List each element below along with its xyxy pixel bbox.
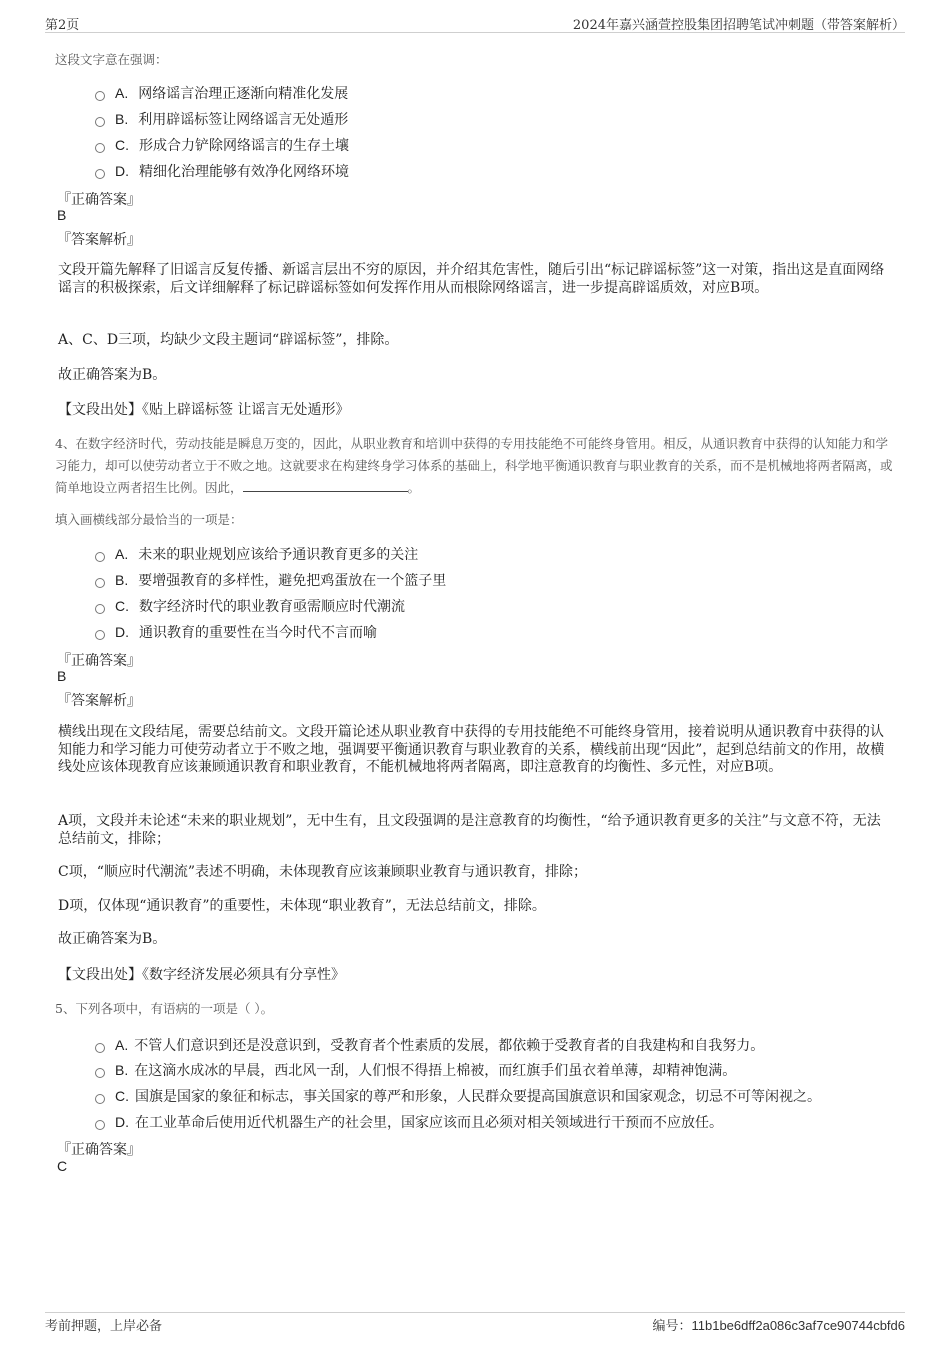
q3-answer: B	[57, 207, 67, 223]
q3-answer-label: 『正确答案』	[57, 192, 141, 208]
q3-option-b[interactable]: B. 利用辟谣标签让网络谣言无处遁形	[95, 109, 348, 129]
document-title: 2024年嘉兴涵萱控股集团招聘笔试冲刺题（带答案解析）	[572, 18, 905, 33]
q4-option-d[interactable]: D. 通识教育的重要性在当今时代不言而喻	[95, 622, 377, 642]
q4-answer-label: 『正确答案』	[57, 653, 141, 669]
radio-icon[interactable]	[95, 552, 105, 562]
q5-option-b[interactable]: B. 在这滴水成冰的早晨，西北风一刮，人们恨不得捂上棉被，而红旗手们虽衣着单薄，却精神饱满。	[95, 1060, 736, 1080]
q3-analysis-2: A、C、D三项，均缺少文段主题词“辟谣标签”，排除。	[58, 332, 399, 348]
q3-analysis-label: 『答案解析』	[57, 232, 141, 248]
page-number: 第2页	[45, 18, 80, 33]
radio-icon[interactable]	[95, 630, 105, 640]
q3-option-c[interactable]: C. 形成合力铲除网络谣言的生存土壤	[95, 135, 349, 155]
q3-analysis-1: 文段开篇先解释了旧谣言反复传播、新谣言层出不穷的原因，并介绍其危害性，随后引出“标记辟谣标签”这一对策，指出这是直面网络谣言的积极探索，后文详细解释了标记辟谣标签如何发挥作用从而根除网络谣言，进一步提高辟谣质效，对应B项。	[58, 262, 885, 296]
q3-source: 【文段出处】《贴上辟谣标签 让谣言无处遁形》	[58, 402, 350, 418]
document-code: 编号：11b1be6dff2a086c3af7ce90744cbfd6	[652, 1318, 905, 1334]
radio-icon[interactable]	[95, 91, 105, 101]
q4-stem: 4、在数字经济时代，劳动技能是瞬息万变的，因此，从职业教育和培训中获得的专用技能绝不可能终身管用。相反，从通识教育中获得的认知能力和学习能力，却可以使劳动者立于不败之地。这就要求在构建终身学习体系的基础上，科学地平衡通识教育与职业教育的关系，而不是机械地将两者隔离，或简单地设立两者招生比例。因此， 。	[55, 436, 893, 495]
radio-icon[interactable]	[95, 1068, 105, 1078]
q4-analysis-4: D项，仅体现“通识教育”的重要性，未体现“职业教育”，无法总结前文，排除。	[58, 898, 546, 914]
q3-analysis-3: 故正确答案为B。	[58, 367, 167, 383]
q5-answer: C	[57, 1158, 68, 1174]
q4-analysis-3: C项，“顺应时代潮流”表述不明确，未体现教育应该兼顾职业教育与通识教育，排除；	[58, 864, 588, 880]
q5-option-d[interactable]: D. 在工业革命后使用近代机器生产的社会里，国家应该而且必须对相关领域进行干预而不应放任。	[95, 1112, 723, 1132]
radio-icon[interactable]	[95, 1120, 105, 1130]
radio-icon[interactable]	[95, 578, 105, 588]
q5-stem: 5、下列各项中，有语病的一项是（ ）。	[55, 1001, 274, 1016]
radio-icon[interactable]	[95, 604, 105, 614]
q3-stem-tail: 这段文字意在强调：	[55, 52, 168, 67]
radio-icon[interactable]	[95, 117, 105, 127]
q4-analysis-2: A项，文段并未论述“未来的职业规划”，无中生有，且文段强调的是注意教育的均衡性，“给予通识教育更多的关注”与文意不符，无法总结前文，排除；	[58, 813, 881, 847]
fill-blank	[243, 479, 408, 492]
q5-option-a[interactable]: A. 不管人们意识到还是没意识到，受教育者个性素质的发展，都依赖于受教育者的自我建构和自我努力。	[95, 1035, 764, 1055]
q4-analysis-1: 横线出现在文段结尾，需要总结前文。文段开篇论述从职业教育中获得的专用技能绝不可能终身管用，接着说明从通识教育中获得的认知能力和学习能力可使劳动者立于不败之地，强调要平衡通识教育与职业教育的关系，横线前出现“因此”，起到总结前文的作用，故横线处应该体现教育应该兼顾通识教育和职业教育，不能机械地将两者隔离，即注意教育的均衡性、多元性，对应B项。	[58, 724, 885, 775]
q4-source: 【文段出处】《数字经济发展必须具有分享性》	[58, 967, 345, 983]
footer-slogan: 考前押题，上岸必备	[45, 1319, 163, 1334]
q4-option-b[interactable]: B. 要增强教育的多样性，避免把鸡蛋放在一个篮子里	[95, 570, 446, 590]
radio-icon[interactable]	[95, 1043, 105, 1053]
q4-analysis-label: 『答案解析』	[57, 693, 141, 709]
q4-option-a[interactable]: A. 未来的职业规划应该给予通识教育更多的关注	[95, 544, 418, 564]
radio-icon[interactable]	[95, 169, 105, 179]
q4-option-c[interactable]: C. 数字经济时代的职业教育亟需顺应时代潮流	[95, 596, 405, 616]
q5-option-c[interactable]: C. 国旗是国家的象征和标志，事关国家的尊严和形象，人民群众要提高国旗意识和国家观念，切忌不可等闲视之。	[95, 1086, 821, 1106]
page-footer	[45, 1312, 905, 1335]
q4-prompt: 填入画横线部分最恰当的一项是：	[55, 512, 243, 527]
page-header	[45, 12, 905, 33]
q5-answer-label: 『正确答案』	[57, 1142, 141, 1158]
q3-option-d[interactable]: D. 精细化治理能够有效净化网络环境	[95, 161, 349, 181]
q4-answer: B	[57, 668, 67, 684]
radio-icon[interactable]	[95, 1094, 105, 1104]
q3-option-a[interactable]: A. 网络谣言治理正逐渐向精准化发展	[95, 83, 348, 103]
radio-icon[interactable]	[95, 143, 105, 153]
q4-analysis-5: 故正确答案为B。	[58, 931, 167, 947]
